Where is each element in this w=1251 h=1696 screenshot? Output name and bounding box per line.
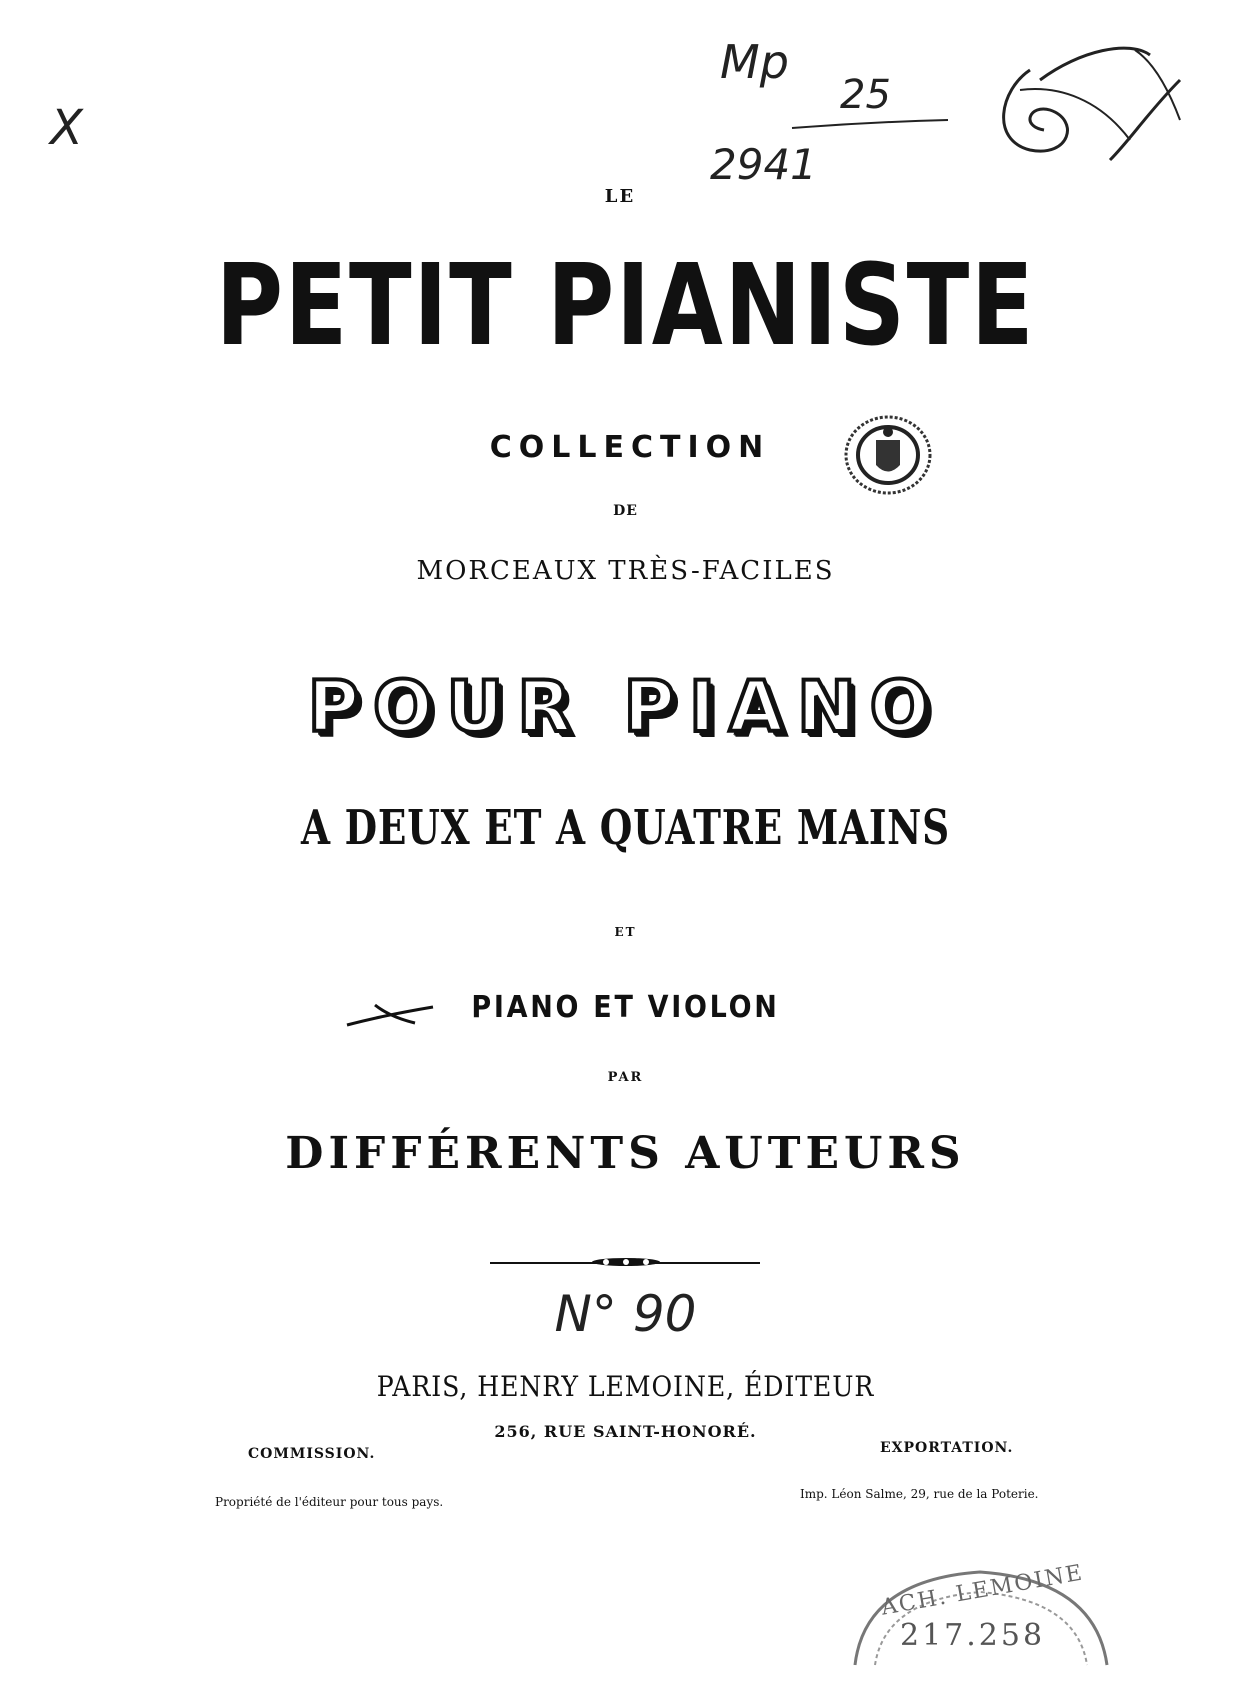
rights-notice: Propriété de l'éditeur pour tous pays. — [215, 1495, 444, 1509]
publisher-line: PARIS, HENRY LEMOINE, ÉDITEUR — [376, 1370, 875, 1403]
hands-heading: A DEUX ET A QUATRE MAINS — [301, 800, 950, 856]
printer-notice: Imp. Léon Salme, 29, rue de la Poterie. — [800, 1487, 1039, 1501]
instrument-heading: POUR PIANO — [307, 666, 944, 748]
collection-label: COLLECTION — [489, 430, 771, 465]
par-connector: PAR — [607, 1070, 644, 1085]
title-article: LE — [604, 186, 636, 207]
handwritten-shelf-number-top: 25 — [840, 72, 891, 118]
authors-heading: DIFFÉRENTS AUTEURS — [285, 1128, 966, 1179]
catalogue-number: N° 90 — [554, 1285, 697, 1343]
second-instrument-heading: PIANO ET VIOLON — [471, 990, 780, 1025]
handwritten-shelf-mark: Mp — [720, 35, 789, 89]
handwritten-shelf-number-bottom: 2941 — [710, 140, 817, 189]
rule-ornament-icon — [586, 1255, 666, 1269]
publisher-address: 256, RUE SAINT-HONORÉ. — [494, 1422, 757, 1441]
library-seal-icon — [838, 410, 938, 500]
handwritten-signature-icon — [960, 30, 1190, 180]
exportation-label: EXPORTATION. — [880, 1440, 1014, 1456]
et-connector: ET — [614, 925, 637, 939]
handwritten-corner-mark: X — [50, 100, 83, 156]
page-title: PETIT PIANISTE — [215, 241, 1036, 371]
handwritten-underline — [790, 118, 950, 132]
commission-label: COMMISSION. — [248, 1446, 376, 1462]
de-connector: DE — [613, 503, 638, 519]
stamp-number: 217.258 — [900, 1618, 1046, 1653]
subtitle: MORCEAUX TRÈS-FACILES — [416, 556, 835, 586]
stamp-name: ACH. LEMOINE — [879, 1560, 1086, 1621]
